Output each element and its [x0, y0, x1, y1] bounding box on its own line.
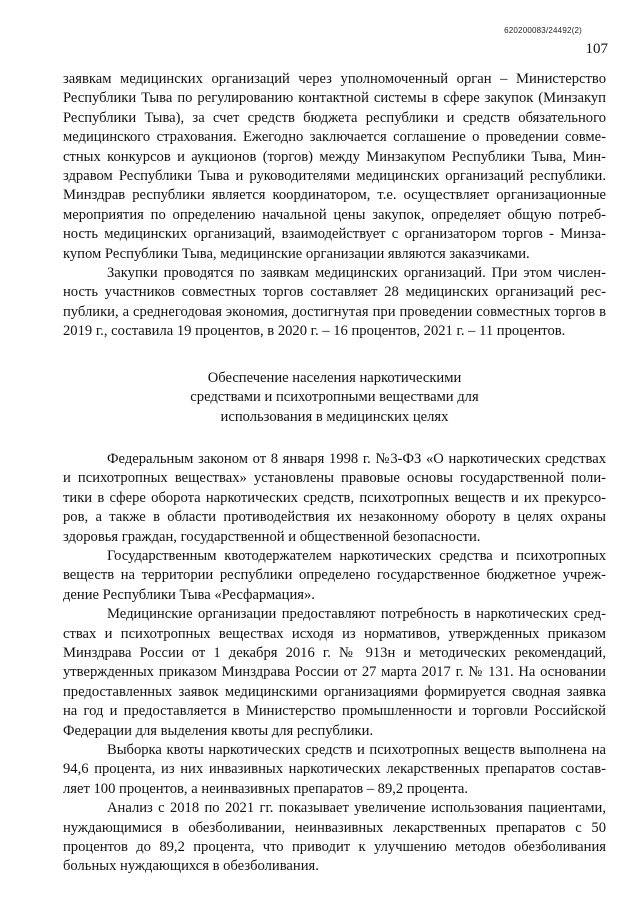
quota-holder-paragraph: Государственным квотодержателем наркотических средства и психотропных веществ на территории республики определено государственное бюджетное учреждение Республики Тыва «Ресфармация».: [63, 547, 606, 603]
intro-paragraph: заявкам медицинских организаций через уполномоченный орган – Министерство Республики Тыва по регулированию контактной системы в сфере закупок (Минзакуп Республики Тыва), за счет средств бюджета республики и средств обязательного медицинского страхования. Ежегодно заключается соглашение о проведении совместных конкурсов и аукционов (торгов) между Минзакупом Республики Тыва, Минздравом Республики Тыва и руководителями медицинских организаций республики. Минздрав республики является координатором, т.е. осуществляет организационные мероприятия по определению начальной цены закупок, определяет общую потребность медицинских организаций, взаимодействует с организатором торгов - Минзакупом Республики Тыва, медицинские организации являются заказчиками.: [63, 71, 606, 262]
section-heading-line-1: Обеспечение населения наркотическими: [207, 369, 462, 386]
section-heading-line-3: использования в медицинских целях: [220, 408, 449, 425]
document-body: [63, 70, 606, 877]
purchases-paragraph: Закупки проводятся по заявкам медицинских организаций. При этом численность участников совместных торгов составляет 28 медицинских организаций республики, а среднегодовая экономия, достигнутая при проведении совместных торгов в 2019 г., составила 19 процентов, в 2020 г. – 16 процентов, 2021 г. – 11 процентов.: [63, 265, 606, 340]
section-heading: [63, 369, 606, 427]
law-paragraph: Федеральным законом от 8 января 1998 г. №3-ФЗ «О наркотических средствах и психотропных веществах» установлены правовые основы государственной политики в сфере оборота наркотических средств, психотропных веществ и их прекурсоров, а также в области противодействия их незаконному обороту в целях охраны здоровья граждан, государственной и общественной безопасности.: [63, 450, 606, 545]
needs-paragraph: Медицинские организации предоставляют потребность в наркотических средствах и психотропных веществах исходя из нормативов, утвержденных приказом Минздрава России от 1 декабря 2016 г. № 913н и методических рекомендаций, утвержденных приказом Минздрава России от 27 марта 2017 г. № 131. На основании предоставленных заявок медицинскими организациями формируется сводная заявка на год и предоставляется в Министерство промышленности и торговли Российской Федерации для выделения квоты для республики.: [63, 606, 606, 739]
analysis-paragraph: Анализ с 2018 по 2021 гг. показывает увеличение использования пациентами, нуждающимися в обезболивании, неинвазивных лекарственных препаратов с 50 процентов до 89,2 процента, что приводит к улучшению методов обезболивания больных нуждающихся в обезболивания.: [63, 800, 606, 875]
document-id: 620200083/24492(2): [504, 26, 582, 35]
section-heading-line-2: средствами и психотропными веществами для: [190, 389, 479, 406]
sampling-paragraph: Выборка квоты наркотических средств и психотропных веществ выполнена на 94,6 процента, из них инвазивных наркотических лекарственных препаратов составляет 100 процентов, а неинвазивных препаратов – 89,2 процента.: [63, 742, 606, 797]
page-number: 107: [585, 41, 608, 57]
